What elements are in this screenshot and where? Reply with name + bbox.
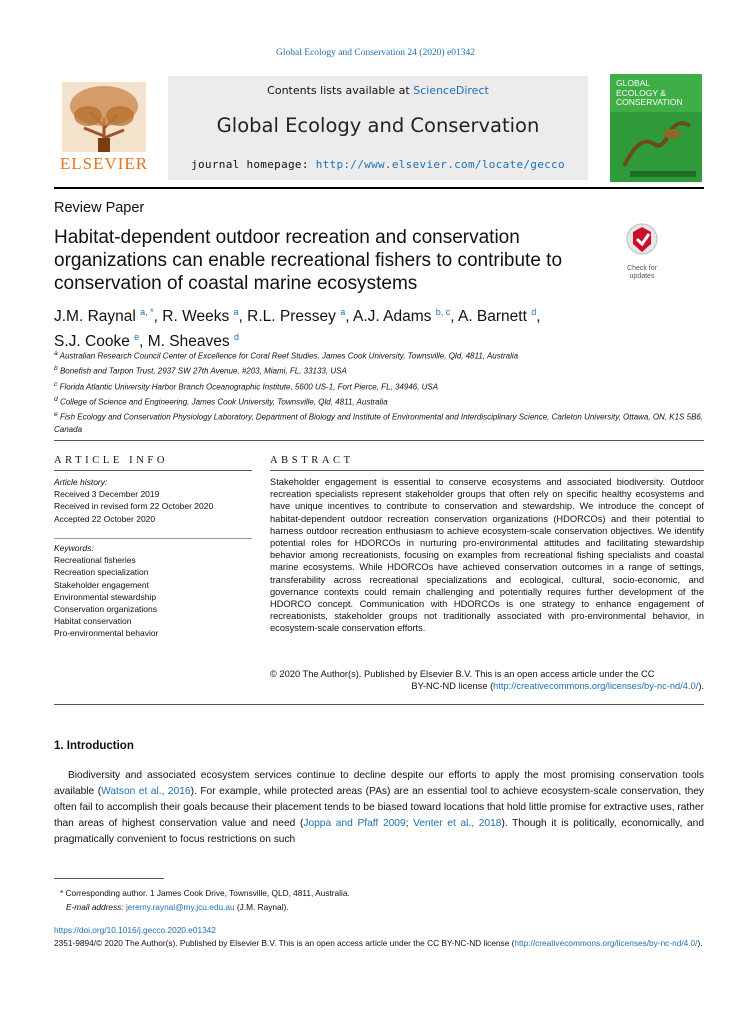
doi-block bbox=[54, 924, 704, 950]
citation-link[interactable]: Watson et al., 2016 bbox=[101, 786, 191, 797]
abstract-heading: ABSTRACT bbox=[270, 455, 354, 466]
license-suffix: ). bbox=[698, 681, 704, 692]
section-heading-introduction: 1. Introduction bbox=[54, 740, 134, 752]
author-separator: , bbox=[450, 308, 458, 326]
journal-cover[interactable] bbox=[610, 74, 702, 182]
license-link[interactable]: http://creativecommons.org/licenses/by-nc-nd/4.0/ bbox=[514, 938, 698, 948]
keywords-rule bbox=[54, 538, 252, 539]
author-name: R.L. Pressey bbox=[247, 308, 336, 326]
doi-link[interactable]: https://doi.org/10.1016/j.gecco.2020.e01342 bbox=[54, 925, 216, 935]
affiliation-text: College of Science and Engineering, James Cook University, Townsville, Qld, 4811, Australia bbox=[59, 397, 388, 407]
citation-link[interactable]: Venter et al., 2018 bbox=[413, 818, 502, 829]
author-affiliation-mark[interactable]: a bbox=[340, 307, 346, 317]
author-separator: , bbox=[345, 308, 353, 326]
email-label: E-mail address: bbox=[66, 902, 126, 912]
history-label: Article history: bbox=[54, 477, 108, 487]
sciencedirect-link[interactable]: ScienceDirect bbox=[413, 84, 489, 97]
affiliation-text: Australian Research Council Center of Excellence for Coral Reef Studies, James Cook University, Townsville, Qld, 4811, Australia bbox=[59, 351, 519, 361]
abstract-text: Stakeholder engagement is essential to conserve ecosystems and associated biodiversity. Outdoor recreation specialists represent stakeholder groups that often rely on specific healthy ecosystems and have unique incentives to contribute to conservation and stewardship. We introduce the concept of habitat-dependent outdoor recreation conservation organizations (HDORCOs) and their potential to harness outdoor recreation enthusiasm to achieve ecosystem-scale conservation objectives. We identify potential roles for HDORCOs in nurturing pro-environmental attitudes and facilitating stewardship behavior among recreationists, focusing on examples from recreational fishing specialists and coastal marine ecosystems. While HDORCOs have achieved conservation outcomes in a range of settings, transferability across recreational specializations and ecological, cultural, socio-economic, and governance contexts could remain challenging and potentially requires further development of the HDORCO concept. Communication with HDORCOs is one strategy to enhance engagement of recreationists, stakeholder groups not traditionally associated with pro-environmental behavior, in ecosystem-scale conservation efforts. bbox=[270, 477, 704, 634]
author-affiliation-mark[interactable]: a bbox=[233, 307, 239, 317]
author bbox=[54, 308, 162, 325]
author-name: A. Barnett bbox=[457, 308, 527, 326]
footnote-rule bbox=[54, 878, 164, 879]
affiliation-text: Florida Atlantic University Harbor Branch Oceanographic Institute, 5600 US-1, Fort Pierce, FL, 34946, USA bbox=[59, 382, 439, 392]
affiliation-mark: e bbox=[54, 411, 58, 418]
author-separator: , bbox=[536, 308, 541, 326]
affiliation-text: Bonefish and Tarpon Trust, 2937 SW 27th Avenue, #203, Miami, FL, 33133, USA bbox=[59, 366, 347, 376]
author bbox=[162, 308, 247, 325]
elsevier-logo bbox=[54, 78, 154, 178]
affiliation bbox=[54, 363, 704, 378]
abstract-rule bbox=[270, 470, 704, 471]
homepage-prefix: journal homepage: bbox=[191, 158, 316, 171]
history-accepted: Accepted 22 October 2020 bbox=[54, 513, 156, 524]
header-rule bbox=[54, 187, 704, 189]
paper-type: Review Paper bbox=[54, 200, 145, 216]
keyword: Pro-environmental behavior bbox=[54, 628, 159, 639]
corresponding-author-note: * Corresponding author. 1 James Cook Drive, Townsville, QLD, 4811, Australia. bbox=[60, 888, 350, 898]
keyword: Environmental stewardship bbox=[54, 591, 157, 602]
keyword: Recreational fisheries bbox=[54, 555, 136, 566]
journal-title: Global Ecology and Conservation bbox=[216, 114, 540, 137]
abstract-bottom-rule bbox=[54, 704, 704, 705]
license-link[interactable]: http://creativecommons.org/licenses/by-nc-nd/4.0/ bbox=[493, 681, 699, 692]
author-affiliation-mark[interactable]: e bbox=[134, 332, 140, 343]
affiliation-mark: a bbox=[54, 350, 58, 357]
history-revised: Received in revised form 22 October 2020 bbox=[54, 501, 214, 512]
contents-prefix: Contents lists available at bbox=[267, 84, 414, 97]
article-title: Habitat-dependent outdoor recreation and conservation organizations can enable recreational fishers to contribute to conservation of coastal marine ecosystems bbox=[54, 227, 563, 294]
paragraph-text: ; bbox=[405, 818, 414, 829]
author-name: M. Sheaves bbox=[147, 333, 230, 351]
author-separator: , bbox=[153, 308, 163, 326]
keyword: Stakeholder engagement bbox=[54, 579, 149, 590]
affiliation-text: Fish Ecology and Conservation Physiology Laboratory, Department of Biology and Institute of Environmental and Interdisciplinary Science, Carleton University, Ottawa, ON, K1S 5B6, Canada bbox=[54, 412, 704, 435]
affiliations bbox=[54, 348, 704, 437]
article-info-heading: ARTICLE INFO bbox=[54, 455, 169, 466]
author-name: S.J. Cooke bbox=[54, 333, 130, 351]
paragraph-text: ). For example, while protected areas (PAs) are an essential tool to achieve ecosystem-scale conservation, they often fail to accomplish their goals because their placement tends to be biased toward locations that hold little promise for extractive uses, rather than areas of highest conservation value and need ( bbox=[54, 786, 705, 829]
email-suffix: (J.M. Raynal). bbox=[234, 902, 289, 912]
footnote bbox=[54, 886, 704, 914]
crossmark-icon bbox=[616, 222, 668, 260]
affiliation bbox=[54, 394, 704, 409]
history-received: Received 3 December 2019 bbox=[54, 489, 160, 500]
homepage-line bbox=[168, 158, 588, 171]
affiliation bbox=[54, 379, 704, 394]
author-affiliation-mark[interactable]: d bbox=[531, 307, 537, 317]
author-affiliation-mark[interactable]: a, * bbox=[140, 307, 154, 317]
keyword: Conservation organizations bbox=[54, 604, 158, 615]
article-info-rule bbox=[54, 470, 252, 471]
elsevier-wordmark: ELSEVIER bbox=[59, 154, 149, 173]
author-list bbox=[54, 302, 674, 352]
cover-title-line3: CONSERVATION bbox=[616, 97, 683, 107]
author-name: J.M. Raynal bbox=[54, 308, 136, 326]
author-affiliation-mark[interactable]: d bbox=[233, 332, 239, 343]
affiliation bbox=[54, 348, 704, 363]
crossmark-line2: updates bbox=[629, 273, 655, 280]
license-prefix: BY-NC-ND license ( bbox=[411, 681, 494, 692]
affiliation-mark: b bbox=[54, 365, 58, 373]
cover-title-line1: GLOBAL bbox=[616, 78, 651, 88]
author-separator: , bbox=[238, 308, 248, 326]
abstract-copyright bbox=[270, 668, 704, 692]
keywords-label: Keywords: bbox=[54, 543, 94, 553]
author-name: R. Weeks bbox=[162, 308, 230, 326]
affiliation-mark: c bbox=[54, 380, 58, 388]
license-text: 2351-9894/© 2020 The Author(s). Published by Elsevier B.V. This is an open access article under the CC BY-NC-ND license ( bbox=[54, 938, 515, 948]
author bbox=[353, 308, 458, 325]
keyword: Recreation specialization bbox=[54, 567, 149, 578]
affiliations-rule bbox=[54, 440, 704, 441]
crossmark-line1: Check for bbox=[627, 265, 657, 272]
paragraph-text: ). Though it is politically, economically, and pragmatically convenient to focus restrictions on such bbox=[54, 818, 704, 845]
keyword: Habitat conservation bbox=[54, 616, 132, 627]
affiliation-mark: d bbox=[54, 395, 58, 403]
article-history bbox=[54, 476, 254, 525]
citation-link[interactable]: Joppa and Pfaff 2009 bbox=[303, 818, 406, 829]
introduction-paragraph bbox=[54, 768, 704, 848]
check-for-updates-badge[interactable] bbox=[616, 222, 668, 278]
homepage-link[interactable]: http://www.elsevier.com/locate/gecco bbox=[315, 158, 565, 171]
keywords bbox=[54, 542, 254, 640]
journal-reference[interactable]: Global Ecology and Conservation 24 (2020) e01342 bbox=[276, 48, 475, 58]
affiliation bbox=[54, 409, 704, 437]
author-affiliation-mark[interactable]: b, c bbox=[435, 307, 451, 317]
paragraph-text: Biodiversity and associated ecosystem services continue to decline despite our efforts to apply the most promising conservation tools available ( bbox=[54, 770, 704, 797]
author bbox=[458, 308, 541, 325]
author-separator: , bbox=[139, 333, 148, 351]
author-name: A.J. Adams bbox=[352, 308, 432, 326]
copyright-line: © 2020 The Author(s). Published by Elsevier B.V. This is an open access article under the CC bbox=[270, 669, 655, 679]
author bbox=[247, 308, 353, 325]
cover-title-line2: ECOLOGY & bbox=[616, 87, 666, 98]
email-link[interactable]: jeremy.raynal@my.jcu.edu.au bbox=[125, 902, 235, 912]
license-suffix: ). bbox=[697, 938, 703, 948]
contents-line bbox=[168, 84, 588, 97]
